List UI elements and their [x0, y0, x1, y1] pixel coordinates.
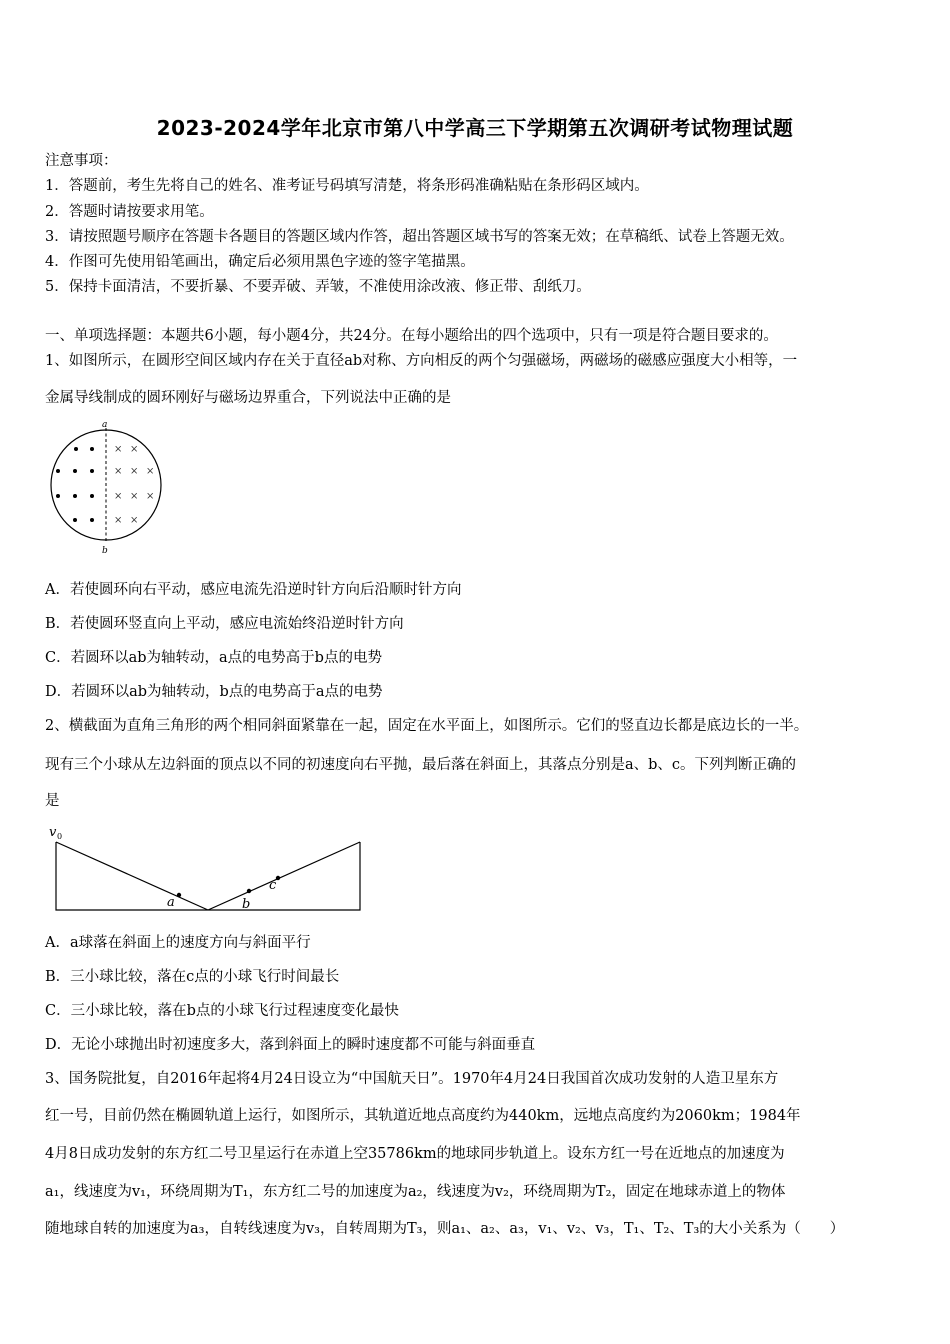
field-cross: ×	[146, 491, 155, 502]
cross-field-right	[114, 444, 154, 526]
field-cross: ×	[130, 444, 139, 455]
q1-option-c: C．若圆环以ab为轴转动，a点的电势高于b点的电势	[45, 650, 382, 666]
field-dot	[90, 518, 94, 522]
left-incline	[56, 842, 208, 910]
q3-stem-line-2: 红一号，目前仍然在椭圆轨道上运行，如图所示，其轨道近地点高度约为440km，远地点高度约为2060km；1984年	[45, 1108, 801, 1124]
notice-item-1: 1．答题前，考生先将自己的姓名、准考证号码填写清楚，将条形码准确粘贴在条形码区域内。	[45, 178, 649, 194]
field-dot	[90, 447, 94, 451]
field-cross: ×	[146, 466, 155, 477]
notice-item-5: 5．保持卡面清洁，不要折暴、不要弄破、弄皱，不准使用涂改液、修正带、刮纸刀。	[45, 279, 591, 295]
dot-field-left	[56, 447, 94, 522]
q2-stem-line-2: 现有三个小球从左边斜面的顶点以不同的初速度向右平抛，最后落在斜面上，其落点分别是a、b、c。下列判断正确的	[45, 757, 797, 773]
page-title: 2023-2024学年北京市第八中学高三下学期第五次调研考试物理试题	[156, 116, 794, 140]
notice-heading: 注意事项：	[45, 153, 118, 169]
right-incline	[208, 842, 360, 910]
label-v0: v	[49, 825, 57, 840]
section-heading: 一、单项选择题：本题共6小题，每小题4分，共24分。在每小题给出的四个选项中，只有一项是符合题目要求的。	[45, 328, 778, 344]
q1-option-b: B．若使圆环竖直向上平动，感应电流始终沿逆时针方向	[45, 616, 404, 632]
field-dot	[56, 469, 60, 473]
landing-point-c	[276, 876, 280, 880]
q1-stem-line-2: 金属导线制成的圆环刚好与磁场边界重合，下列说法中正确的是	[45, 390, 451, 406]
notice-item-4: 4．作图可先使用铅笔画出，确定后必须用黑色字迹的签字笔描黑。	[45, 254, 475, 270]
field-cross: ×	[114, 466, 123, 477]
q2-option-b: B．三小球比较，落在c点的小球飞行时间最长	[45, 969, 340, 985]
field-cross: ×	[114, 515, 123, 526]
q2-stem-line-3: 是	[45, 793, 60, 809]
field-dot	[73, 518, 77, 522]
q2-option-d: D．无论小球抛出时初速度多大，落到斜面上的瞬时速度都不可能与斜面垂直	[45, 1037, 536, 1053]
label-b: b	[102, 546, 108, 556]
field-dot	[90, 469, 94, 473]
q3-stem-line-4: a₁，线速度为v₁，环绕周期为T₁，东方红二号的加速度为a₂，线速度为v₂，环绕周期为T₂，固定在地球赤道上的物体	[45, 1184, 786, 1200]
q1-figure-magnetic-field-circle	[44, 418, 174, 558]
q3-stem-line-1: 3、国务院批复，自2016年起将4月24日设立为“中国航天日”。1970年4月24日我国首次成功发射的人造卫星东方	[45, 1071, 779, 1087]
field-cross: ×	[130, 515, 139, 526]
q1-option-d: D．若圆环以ab为轴转动，b点的电势高于a点的电势	[45, 684, 383, 700]
field-dot	[73, 494, 77, 498]
q2-stem-line-1: 2、横截面为直角三角形的两个相同斜面紧靠在一起，固定在水平面上，如图所示。它们的竖直边长都是底边长的一半。	[45, 718, 809, 734]
field-cross: ×	[114, 491, 123, 502]
notice-item-3: 3．请按照题号顺序在答题卡各题目的答题区域内作答，超出答题区域书写的答案无效；在草稿纸、试卷上答题无效。	[45, 229, 794, 245]
field-cross: ×	[130, 466, 139, 477]
q2-option-c: C．三小球比较，落在b点的小球飞行过程速度变化最快	[45, 1003, 399, 1019]
label-a: a	[102, 420, 108, 430]
notice-item-2: 2．答题时请按要求用笔。	[45, 204, 214, 220]
label-b: b	[242, 897, 251, 912]
field-dot	[74, 447, 78, 451]
incline-frame	[56, 842, 360, 910]
field-cross: ×	[114, 444, 123, 455]
field-dot	[90, 494, 94, 498]
landing-point-b	[247, 889, 251, 893]
q2-option-a: A．a球落在斜面上的速度方向与斜面平行	[45, 935, 311, 951]
landing-point-a	[177, 893, 181, 897]
label-v0-subscript: 0	[57, 832, 63, 841]
q2-figure-inclined-planes	[44, 818, 374, 918]
label-c: c	[269, 878, 277, 893]
field-dot	[56, 494, 60, 498]
q3-stem-line-5: 随地球自转的加速度为a₃，自转线速度为v₃，自转周期为T₃，则a₁、a₂、a₃，v₁、v₂、v₃，T₁、T₂、T₃的大小关系为（ ）	[45, 1221, 845, 1237]
q1-stem-line-1: 1、如图所示，在圆形空间区域内存在关于直径ab对称、方向相反的两个匀强磁场，两磁场的磁感应强度大小相等，一	[45, 353, 798, 369]
q3-stem-line-3: 4月8日成功发射的东方红二号卫星运行在赤道上空35786km的地球同步轨道上。设东方红一号在近地点的加速度为	[45, 1146, 785, 1162]
label-a: a	[167, 895, 175, 910]
q1-option-a: A．若使圆环向右平动，感应电流先沿逆时针方向后沿顺时针方向	[45, 582, 462, 598]
field-dot	[73, 469, 77, 473]
field-cross: ×	[130, 491, 139, 502]
